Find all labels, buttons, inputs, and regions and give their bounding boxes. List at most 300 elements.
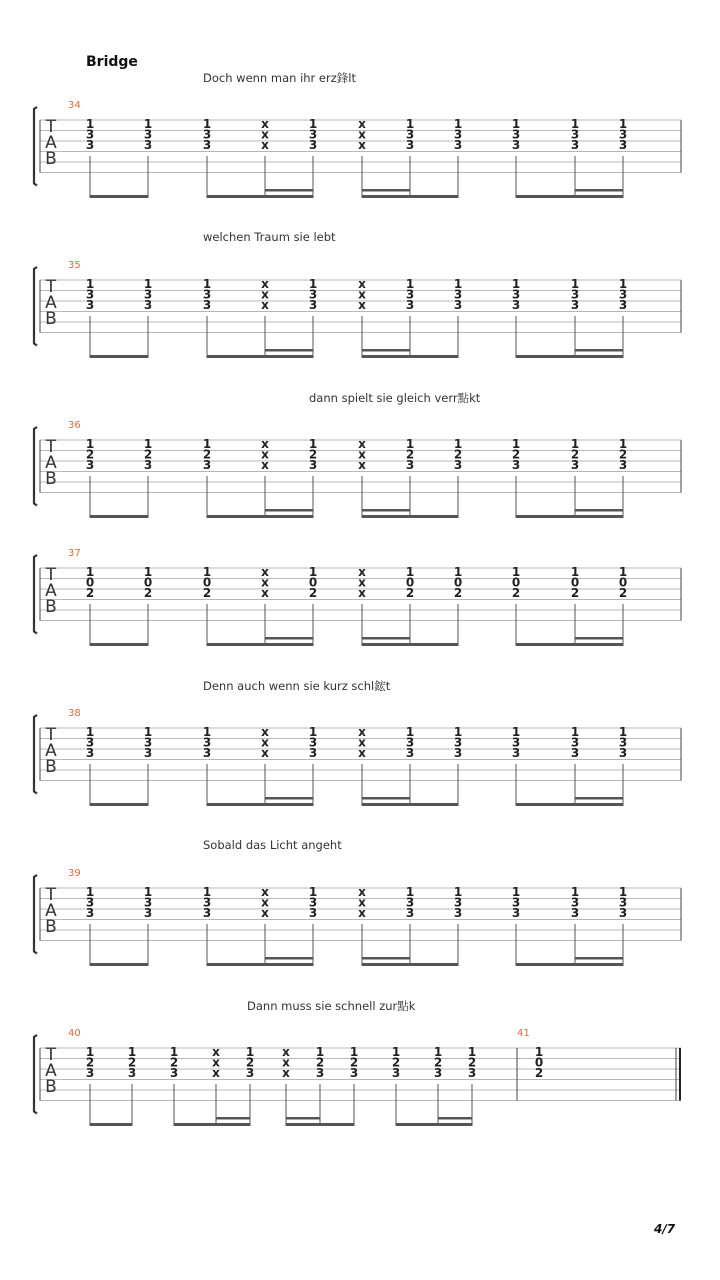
measure-number: 37 xyxy=(68,548,81,559)
fret-number: 2 xyxy=(85,586,95,600)
dead-note: x xyxy=(358,895,366,910)
tab-clef-letter: T xyxy=(45,565,57,585)
tab-clef-letter: B xyxy=(45,469,57,489)
dead-note: x xyxy=(358,586,366,600)
dead-note: x xyxy=(261,447,269,462)
fret-number: 1 xyxy=(308,885,318,899)
fret-number: 1 xyxy=(169,1045,179,1059)
tab-clef-letter: B xyxy=(45,1077,57,1097)
secondary-beam xyxy=(575,797,623,800)
fret-number: 3 xyxy=(570,735,580,750)
fret-number: 3 xyxy=(453,735,463,750)
dead-note: x xyxy=(358,725,366,739)
tab-clef-letter: T xyxy=(45,277,57,297)
fret-number: 2 xyxy=(143,447,153,462)
beam xyxy=(207,963,313,966)
fret-number: 1 xyxy=(143,885,153,899)
fret-number: 3 xyxy=(618,746,628,760)
beam xyxy=(516,963,623,966)
system-bracket xyxy=(34,715,37,794)
fret-number: 3 xyxy=(143,287,153,302)
fret-number: 2 xyxy=(511,447,521,462)
fret-number: 3 xyxy=(570,458,580,472)
fret-number: 1 xyxy=(85,725,95,739)
dead-note: x xyxy=(358,437,366,451)
fret-number: 3 xyxy=(570,127,580,142)
fret-number: 1 xyxy=(85,565,95,579)
tab-clef-letter: T xyxy=(45,437,57,457)
tab-clef-letter: T xyxy=(45,117,57,137)
fret-number: 1 xyxy=(315,1045,325,1059)
dead-note: x xyxy=(358,746,366,760)
fret-number: 2 xyxy=(618,586,628,600)
secondary-beam xyxy=(575,349,623,352)
fret-number: 3 xyxy=(511,138,521,152)
dead-note: x xyxy=(358,906,366,920)
dead-note: x xyxy=(358,565,366,579)
fret-number: 2 xyxy=(534,1066,544,1080)
fret-number: 1 xyxy=(511,117,521,131)
dead-note: x xyxy=(212,1045,220,1059)
fret-number: 1 xyxy=(618,277,628,291)
fret-number: 1 xyxy=(511,565,521,579)
system-bracket xyxy=(34,107,37,186)
fret-number: 1 xyxy=(308,277,318,291)
fret-number: 2 xyxy=(127,1055,137,1070)
fret-number: 3 xyxy=(453,138,463,152)
fret-number: 3 xyxy=(405,895,415,910)
tab-clef-letter: A xyxy=(45,901,57,921)
beam xyxy=(207,355,313,358)
lyric-line: Dann muss sie schnell zur點k xyxy=(247,999,416,1013)
beam xyxy=(362,515,458,518)
fret-number: 3 xyxy=(405,735,415,750)
fret-number: 1 xyxy=(143,277,153,291)
lyric-line: dann spielt sie gleich verr點kt xyxy=(309,391,481,405)
beam xyxy=(362,195,458,198)
beam xyxy=(362,643,458,646)
secondary-beam xyxy=(362,189,410,192)
fret-number: 1 xyxy=(405,437,415,451)
beam xyxy=(516,515,623,518)
fret-number: 3 xyxy=(202,458,212,472)
fret-number: 3 xyxy=(308,127,318,142)
section-title: Bridge xyxy=(86,54,138,70)
fret-number: 1 xyxy=(202,117,212,131)
fret-number: 2 xyxy=(405,447,415,462)
fret-number: 3 xyxy=(570,138,580,152)
fret-number: 3 xyxy=(511,746,521,760)
beam xyxy=(90,1123,132,1126)
fret-number: 3 xyxy=(618,735,628,750)
fret-number: 2 xyxy=(391,1055,401,1070)
beam xyxy=(362,355,458,358)
tab-clef-letter: B xyxy=(45,597,57,617)
fret-number: 3 xyxy=(85,138,95,152)
fret-number: 0 xyxy=(85,575,95,590)
fret-number: 2 xyxy=(143,586,153,600)
dead-note: x xyxy=(261,437,269,451)
fret-number: 1 xyxy=(308,725,318,739)
fret-number: 3 xyxy=(308,287,318,302)
tab-clef-letter: A xyxy=(45,581,57,601)
beam xyxy=(516,355,623,358)
fret-number: 2 xyxy=(202,447,212,462)
fret-number: 1 xyxy=(85,437,95,451)
tab-clef-letter: B xyxy=(45,917,57,937)
fret-number: 3 xyxy=(85,458,95,472)
secondary-beam xyxy=(265,957,313,960)
fret-number: 3 xyxy=(85,735,95,750)
dead-note: x xyxy=(261,138,269,152)
fret-number: 2 xyxy=(405,586,415,600)
fret-number: 3 xyxy=(405,906,415,920)
secondary-beam xyxy=(362,957,410,960)
fret-number: 3 xyxy=(308,746,318,760)
secondary-beam xyxy=(265,797,313,800)
beam xyxy=(174,1123,250,1126)
fret-number: 1 xyxy=(85,277,95,291)
dead-note: x xyxy=(261,127,269,142)
fret-number: 3 xyxy=(85,298,95,312)
dead-note: x xyxy=(261,586,269,600)
dead-note: x xyxy=(358,127,366,142)
dead-note: x xyxy=(282,1045,290,1059)
dead-note: x xyxy=(358,447,366,462)
fret-number: 3 xyxy=(405,127,415,142)
fret-number: 1 xyxy=(453,437,463,451)
fret-number: 1 xyxy=(202,277,212,291)
fret-number: 2 xyxy=(433,1055,443,1070)
fret-number: 3 xyxy=(143,138,153,152)
fret-number: 3 xyxy=(202,735,212,750)
secondary-beam xyxy=(362,797,410,800)
fret-number: 3 xyxy=(570,298,580,312)
dead-note: x xyxy=(261,458,269,472)
fret-number: 3 xyxy=(143,127,153,142)
fret-number: 3 xyxy=(570,287,580,302)
fret-number: 1 xyxy=(202,565,212,579)
secondary-beam xyxy=(575,957,623,960)
fret-number: 3 xyxy=(202,298,212,312)
secondary-beam xyxy=(575,509,623,512)
dead-note: x xyxy=(212,1066,220,1080)
beam xyxy=(286,1123,354,1126)
fret-number: 3 xyxy=(245,1066,255,1080)
fret-number: 3 xyxy=(511,906,521,920)
beam xyxy=(516,195,623,198)
fret-number: 0 xyxy=(618,575,628,590)
secondary-beam xyxy=(265,189,313,192)
fret-number: 2 xyxy=(308,586,318,600)
measure-number: 40 xyxy=(68,1028,81,1039)
fret-number: 3 xyxy=(349,1066,359,1080)
dead-note: x xyxy=(358,287,366,302)
fret-number: 2 xyxy=(245,1055,255,1070)
fret-number: 3 xyxy=(405,287,415,302)
beam xyxy=(362,963,458,966)
dead-note: x xyxy=(358,458,366,472)
fret-number: 2 xyxy=(202,586,212,600)
fret-number: 3 xyxy=(511,127,521,142)
tab-clef-letter: A xyxy=(45,741,57,761)
fret-number: 1 xyxy=(202,725,212,739)
fret-number: 1 xyxy=(618,565,628,579)
dead-note: x xyxy=(261,117,269,131)
fret-number: 3 xyxy=(85,127,95,142)
system-bracket xyxy=(34,1035,37,1114)
tab-clef-letter: A xyxy=(45,133,57,153)
fret-number: 3 xyxy=(453,287,463,302)
fret-number: 3 xyxy=(453,298,463,312)
fret-number: 3 xyxy=(143,906,153,920)
dead-note: x xyxy=(261,298,269,312)
fret-number: 0 xyxy=(511,575,521,590)
fret-number: 1 xyxy=(453,117,463,131)
dead-note: x xyxy=(261,277,269,291)
fret-number: 1 xyxy=(405,117,415,131)
fret-number: 1 xyxy=(143,725,153,739)
secondary-beam xyxy=(286,1117,320,1120)
dead-note: x xyxy=(358,277,366,291)
fret-number: 2 xyxy=(570,586,580,600)
fret-number: 3 xyxy=(169,1066,179,1080)
fret-number: 2 xyxy=(467,1055,477,1070)
secondary-beam xyxy=(575,637,623,640)
fret-number: 1 xyxy=(405,277,415,291)
dead-note: x xyxy=(261,725,269,739)
fret-number: 3 xyxy=(453,746,463,760)
fret-number: 1 xyxy=(85,117,95,131)
fret-number: 3 xyxy=(85,1066,95,1080)
secondary-beam xyxy=(216,1117,250,1120)
fret-number: 2 xyxy=(169,1055,179,1070)
secondary-beam xyxy=(575,189,623,192)
fret-number: 3 xyxy=(143,458,153,472)
fret-number: 3 xyxy=(143,735,153,750)
fret-number: 3 xyxy=(405,458,415,472)
fret-number: 3 xyxy=(511,287,521,302)
dead-note: x xyxy=(261,906,269,920)
fret-number: 3 xyxy=(511,735,521,750)
fret-number: 2 xyxy=(453,447,463,462)
fret-number: 1 xyxy=(349,1045,359,1059)
fret-number: 3 xyxy=(618,298,628,312)
beam xyxy=(90,963,148,966)
fret-number: 1 xyxy=(453,885,463,899)
fret-number: 1 xyxy=(391,1045,401,1059)
system-bracket xyxy=(34,555,37,634)
fret-number: 1 xyxy=(618,725,628,739)
fret-number: 1 xyxy=(618,437,628,451)
dead-note: x xyxy=(261,895,269,910)
dead-note: x xyxy=(261,746,269,760)
secondary-beam xyxy=(362,349,410,352)
tab-clef-letter: B xyxy=(45,757,57,777)
fret-number: 0 xyxy=(405,575,415,590)
dead-note: x xyxy=(261,735,269,750)
fret-number: 3 xyxy=(143,746,153,760)
fret-number: 1 xyxy=(511,885,521,899)
fret-number: 3 xyxy=(453,895,463,910)
fret-number: 1 xyxy=(433,1045,443,1059)
fret-number: 0 xyxy=(202,575,212,590)
dead-note: x xyxy=(358,575,366,590)
dead-note: x xyxy=(261,565,269,579)
fret-number: 2 xyxy=(308,447,318,462)
fret-number: 3 xyxy=(511,458,521,472)
fret-number: 0 xyxy=(453,575,463,590)
fret-number: 1 xyxy=(245,1045,255,1059)
fret-number: 3 xyxy=(308,298,318,312)
fret-number: 3 xyxy=(511,298,521,312)
tab-clef-letter: B xyxy=(45,309,57,329)
fret-number: 1 xyxy=(453,725,463,739)
fret-number: 1 xyxy=(453,565,463,579)
fret-number: 3 xyxy=(308,458,318,472)
fret-number: 1 xyxy=(570,437,580,451)
fret-number: 3 xyxy=(405,298,415,312)
page-number: 4/7 xyxy=(654,1222,676,1236)
dead-note: x xyxy=(261,885,269,899)
beam xyxy=(90,515,148,518)
fret-number: 1 xyxy=(143,565,153,579)
beam xyxy=(207,803,313,806)
fret-number: 3 xyxy=(308,138,318,152)
measure-number: 41 xyxy=(517,1028,530,1039)
beam xyxy=(207,195,313,198)
fret-number: 1 xyxy=(308,565,318,579)
fret-number: 1 xyxy=(405,725,415,739)
beam xyxy=(362,803,458,806)
measure-number: 36 xyxy=(68,420,81,431)
secondary-beam xyxy=(265,509,313,512)
system-bracket xyxy=(34,875,37,954)
tab-clef-letter: T xyxy=(45,1045,57,1065)
secondary-beam xyxy=(362,637,410,640)
fret-number: 0 xyxy=(570,575,580,590)
fret-number: 2 xyxy=(349,1055,359,1070)
fret-number: 3 xyxy=(618,287,628,302)
fret-number: 3 xyxy=(202,127,212,142)
fret-number: 1 xyxy=(202,437,212,451)
dead-note: x xyxy=(358,885,366,899)
dead-note: x xyxy=(358,298,366,312)
fret-number: 3 xyxy=(618,906,628,920)
dead-note: x xyxy=(358,735,366,750)
fret-number: 3 xyxy=(391,1066,401,1080)
fret-number: 1 xyxy=(511,277,521,291)
dead-note: x xyxy=(358,117,366,131)
fret-number: 3 xyxy=(143,895,153,910)
fret-number: 1 xyxy=(534,1045,544,1059)
fret-number: 3 xyxy=(618,138,628,152)
fret-number: 3 xyxy=(467,1066,477,1080)
fret-number: 1 xyxy=(405,885,415,899)
fret-number: 1 xyxy=(202,885,212,899)
beam xyxy=(90,355,148,358)
fret-number: 2 xyxy=(570,447,580,462)
fret-number: 1 xyxy=(570,565,580,579)
dead-note: x xyxy=(261,287,269,302)
fret-number: 1 xyxy=(308,117,318,131)
fret-number: 3 xyxy=(127,1066,137,1080)
fret-number: 1 xyxy=(143,117,153,131)
fret-number: 3 xyxy=(202,906,212,920)
fret-number: 3 xyxy=(618,458,628,472)
fret-number: 1 xyxy=(308,437,318,451)
fret-number: 3 xyxy=(202,746,212,760)
system-bracket xyxy=(34,267,37,346)
fret-number: 2 xyxy=(85,1055,95,1070)
dead-note: x xyxy=(261,575,269,590)
dead-note: x xyxy=(212,1055,220,1070)
measure-number: 35 xyxy=(68,260,81,271)
beam xyxy=(207,643,313,646)
tab-clef-letter: A xyxy=(45,293,57,313)
fret-number: 3 xyxy=(85,287,95,302)
fret-number: 2 xyxy=(315,1055,325,1070)
secondary-beam xyxy=(265,349,313,352)
fret-number: 3 xyxy=(405,746,415,760)
fret-number: 3 xyxy=(511,895,521,910)
lyric-line: Sobald das Licht angeht xyxy=(203,838,342,852)
lyric-line: Denn auch wenn sie kurz schl鋐t xyxy=(203,679,391,693)
fret-number: 0 xyxy=(143,575,153,590)
secondary-beam xyxy=(362,509,410,512)
fret-number: 1 xyxy=(127,1045,137,1059)
fret-number: 2 xyxy=(618,447,628,462)
beam xyxy=(396,1123,472,1126)
fret-number: 1 xyxy=(85,885,95,899)
tab-clef-letter: A xyxy=(45,453,57,473)
fret-number: 3 xyxy=(618,127,628,142)
fret-number: 2 xyxy=(511,586,521,600)
fret-number: 3 xyxy=(202,287,212,302)
tab-clef-letter: T xyxy=(45,725,57,745)
fret-number: 3 xyxy=(315,1066,325,1080)
beam xyxy=(90,803,148,806)
fret-number: 1 xyxy=(570,277,580,291)
beam xyxy=(90,643,148,646)
tab-clef-letter: A xyxy=(45,1061,57,1081)
fret-number: 3 xyxy=(202,138,212,152)
fret-number: 3 xyxy=(453,458,463,472)
tab-clef-letter: B xyxy=(45,149,57,169)
fret-number: 3 xyxy=(143,298,153,312)
fret-number: 3 xyxy=(308,906,318,920)
fret-number: 0 xyxy=(308,575,318,590)
fret-number: 1 xyxy=(511,437,521,451)
fret-number: 3 xyxy=(308,895,318,910)
dead-note: x xyxy=(358,138,366,152)
measure-number: 38 xyxy=(68,708,81,719)
dead-note: x xyxy=(282,1055,290,1070)
beam xyxy=(516,803,623,806)
fret-number: 1 xyxy=(405,565,415,579)
fret-number: 3 xyxy=(308,735,318,750)
fret-number: 3 xyxy=(433,1066,443,1080)
fret-number: 3 xyxy=(85,906,95,920)
secondary-beam xyxy=(265,637,313,640)
dead-note: x xyxy=(282,1066,290,1080)
fret-number: 3 xyxy=(618,895,628,910)
measure-number: 34 xyxy=(68,100,81,111)
fret-number: 1 xyxy=(467,1045,477,1059)
fret-number: 1 xyxy=(570,117,580,131)
fret-number: 2 xyxy=(453,586,463,600)
fret-number: 1 xyxy=(570,885,580,899)
